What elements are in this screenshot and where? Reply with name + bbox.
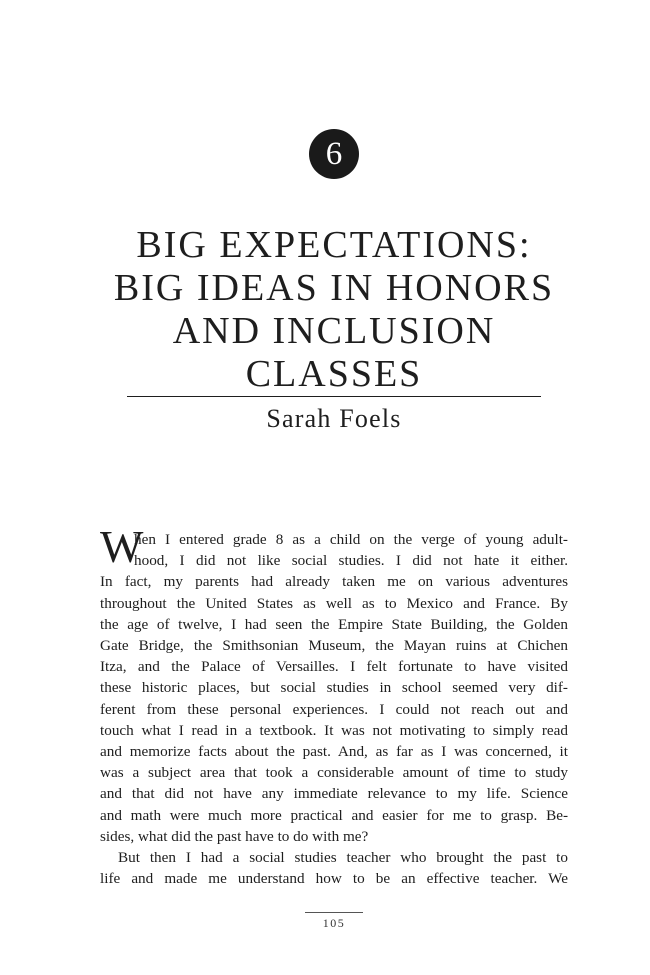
chapter-title-line: CLASSES: [245, 353, 423, 395]
text-line: and memorize facts about the past. And, as far as I was concerned, it: [100, 743, 568, 761]
text-line: Itza, and the Palace of Versailles. I felt fortunate to have visited: [100, 658, 568, 676]
text-line: But then I had a social studies teacher who brought the past to: [118, 849, 568, 867]
text-line: hen I entered grade 8 as a child on the verge of young adult-: [134, 531, 568, 548]
chapter-title-line: AND INCLUSION: [172, 310, 496, 352]
text-line: life and made me understand how to be an effective teacher. We: [100, 870, 568, 888]
text-line: ferent from these personal experiences. I could not reach out and: [100, 700, 568, 718]
drop-cap: W: [100, 521, 144, 572]
page-number: 105: [322, 916, 346, 930]
text-line: these historic places, but social studies in school seemed very dif-: [100, 679, 568, 697]
text-line: sides, what did the past have to do with me?: [100, 827, 369, 845]
chapter-title-line: BIG EXPECTATIONS:: [136, 224, 532, 266]
text-line: hood, I did not like social studies. I did not hate it either.: [134, 552, 568, 570]
text-line: Gate Bridge, the Smithsonian Museum, the Mayan ruins at Chichen: [100, 637, 568, 655]
chapter-title: [60, 224, 608, 396]
text-line: In fact, my parents had already taken me on various adventures: [100, 573, 568, 591]
text-line: touch what I read in a textbook. It was not motivating to simply read: [100, 721, 568, 739]
title-divider: [127, 396, 541, 397]
text-line: the age of twelve, I had seen the Empire State Building, the Golden: [100, 615, 568, 633]
author-name: Sarah Foels: [266, 404, 402, 433]
chapter-title-line: BIG IDEAS IN HONORS: [113, 267, 555, 309]
text-line: and that did not have any immediate relevance to my life. Science: [100, 785, 568, 803]
chapter-number-badge: 6: [309, 129, 359, 179]
body-text: [100, 529, 568, 889]
text-line: was a subject area that took a considerable amount of time to study: [100, 764, 568, 782]
text-line: throughout the United States as well as to Mexico and France. By: [100, 594, 568, 612]
text-line: and math were much more practical and easier for me to grasp. Be-: [100, 806, 568, 824]
folio-divider: [305, 912, 363, 913]
